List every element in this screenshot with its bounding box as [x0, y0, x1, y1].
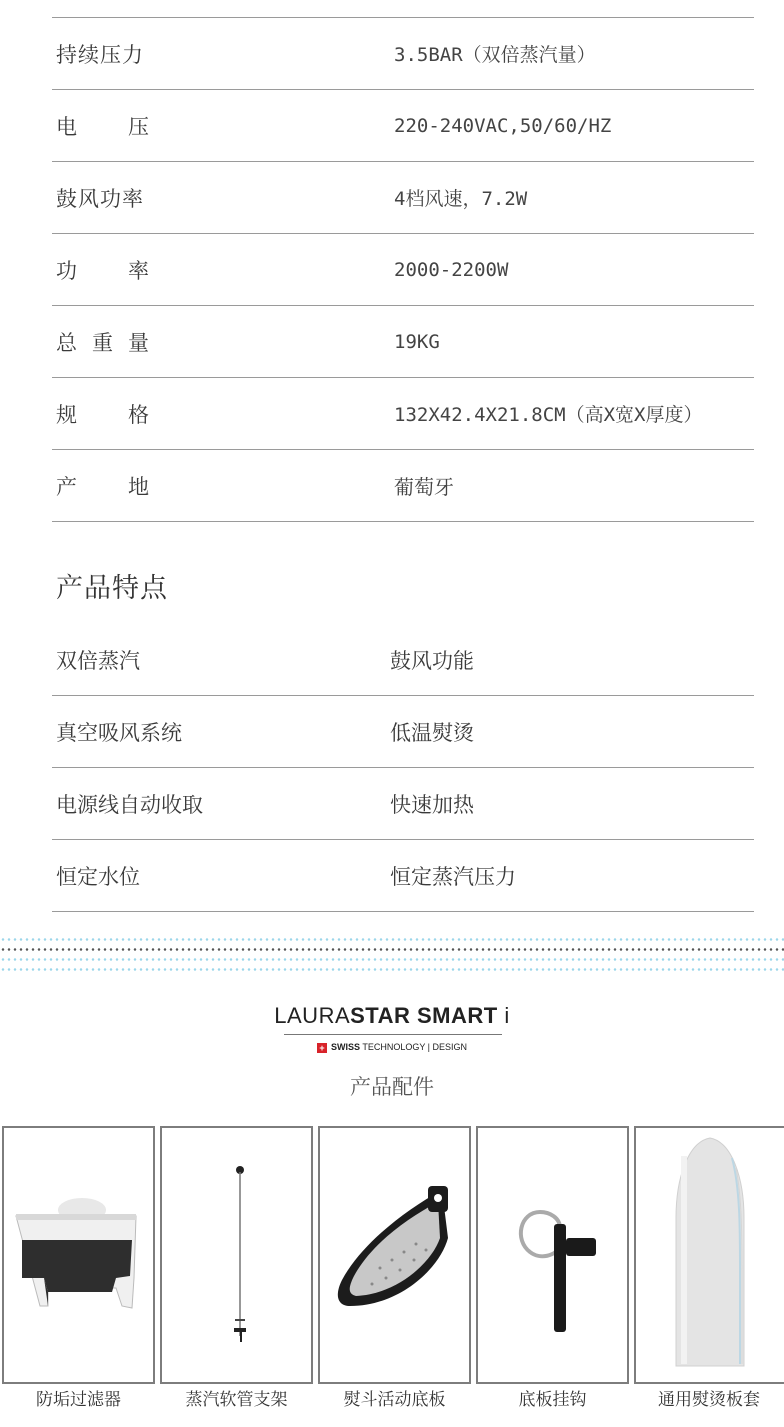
- spec-row: [52, 306, 754, 378]
- features-title: 产品特点: [56, 573, 168, 604]
- spec-value: 132X42.4X21.8CM（高X宽X厚度）: [394, 404, 703, 426]
- spec-key-char: 量: [128, 330, 150, 355]
- spec-value: 2000-2200W: [394, 258, 509, 281]
- dotted-divider: [0, 968, 784, 971]
- spec-key-char: 产: [56, 474, 78, 499]
- feature-item: 恒定水位: [56, 864, 140, 889]
- accessory-label: 蒸汽软管支架: [185, 1390, 288, 1410]
- spec-row: [52, 378, 754, 450]
- spec-key: [52, 111, 150, 141]
- spec-key-char: 地: [128, 474, 150, 499]
- accessory-label: 熨斗活动底板: [343, 1390, 446, 1410]
- spec-value: 19KG: [394, 330, 440, 353]
- accessory-card: [2, 1126, 155, 1384]
- accessories-title: 产品配件: [350, 1075, 434, 1099]
- accessory-card: [476, 1126, 629, 1384]
- feature-item: 低温熨烫: [390, 720, 474, 745]
- iron-soleplate-icon: [320, 1128, 469, 1382]
- spec-key: [52, 255, 150, 285]
- tagline: TECHNOLOGY | DESIGN: [362, 1042, 468, 1052]
- spec-row: [52, 90, 754, 162]
- feature-item: 鼓风功能: [390, 648, 474, 673]
- spec-key-char: 格: [128, 402, 150, 427]
- feature-row: [52, 696, 754, 768]
- spec-value: 葡萄牙: [394, 475, 454, 499]
- spec-key: [52, 471, 150, 501]
- swiss-tagline: [0, 1042, 784, 1053]
- spec-row: [52, 234, 754, 306]
- board-cover-icon: [636, 1128, 784, 1382]
- feature-item: 恒定蒸汽压力: [390, 864, 516, 889]
- spec-value: 4档风速，7.2W: [394, 188, 528, 210]
- spec-table: [52, 17, 754, 522]
- spec-key: 持续压力: [56, 42, 144, 67]
- feature-item: 双倍蒸汽: [56, 648, 140, 673]
- spec-key-char: 总: [56, 330, 78, 355]
- spec-key: [52, 399, 150, 429]
- spec-row: [52, 450, 754, 522]
- accessory-card: [634, 1126, 784, 1384]
- spec-row: [52, 18, 754, 90]
- spec-key-char: 重: [92, 330, 114, 355]
- spec-key: 鼓风功率: [56, 186, 144, 211]
- brand-name-bold: STAR SMART: [350, 1003, 498, 1028]
- spec-row: [52, 162, 754, 234]
- spec-key-char: 功: [56, 258, 78, 283]
- spec-key-char: 压: [128, 114, 150, 139]
- feature-item: 快速加热: [390, 792, 474, 817]
- brand-name-suffix: i: [497, 1003, 510, 1028]
- accessory-label: 底板挂钩: [518, 1390, 587, 1410]
- dotted-divider: [0, 938, 784, 941]
- accessory-card: [160, 1126, 313, 1384]
- filter-cartridge-icon: [4, 1128, 153, 1382]
- soleplate-hook-icon: [478, 1128, 627, 1382]
- hose-holder-icon: [162, 1128, 311, 1382]
- feature-item: 真空吸风系统: [56, 720, 182, 745]
- spec-key: [52, 327, 150, 357]
- brand-logo: [0, 1003, 784, 1029]
- accessory-card: [318, 1126, 471, 1384]
- feature-row: [52, 768, 754, 840]
- feature-row: [52, 624, 754, 696]
- swiss-label: SWISS: [330, 1042, 360, 1052]
- brand-divider: [284, 1034, 502, 1035]
- brand-name-prefix: LAURA: [274, 1003, 351, 1028]
- features-table: [52, 624, 754, 912]
- spec-key-char: 规: [56, 402, 78, 427]
- spec-key-char: 电: [56, 114, 78, 139]
- feature-item: 电源线自动收取: [56, 792, 203, 817]
- accessory-label: 防垢过滤器: [36, 1390, 121, 1410]
- spec-value: 220-240VAC,50/60/HZ: [394, 114, 612, 137]
- accessory-label: 通用熨烫板套: [658, 1390, 760, 1410]
- spec-key-char: 率: [128, 258, 150, 283]
- spec-value: 3.5BAR（双倍蒸汽量）: [394, 44, 596, 66]
- swiss-flag-icon: +: [317, 1043, 327, 1053]
- dotted-divider: [0, 948, 784, 951]
- dotted-divider: [0, 958, 784, 961]
- feature-row: [52, 840, 754, 912]
